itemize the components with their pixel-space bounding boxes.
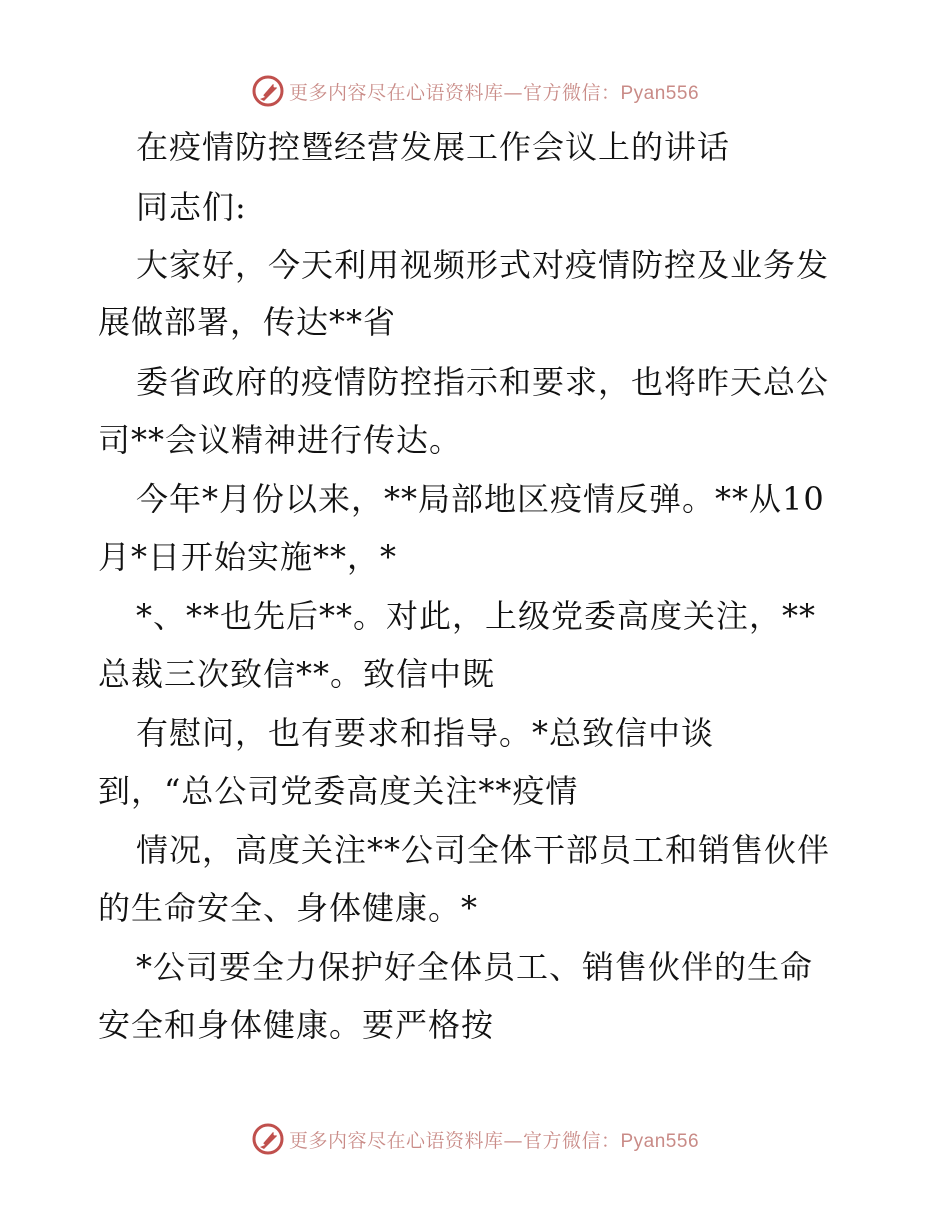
pen-nib-logo-icon: [251, 74, 285, 108]
paragraph-line: *公司要全力保护好全体员工、销售伙伴的生命: [136, 948, 814, 986]
header-watermark: [0, 71, 950, 111]
watermark-text: 更多内容尽在心语资料库—官方微信：: [288, 81, 621, 104]
watermark-wechat-id: Pyan556: [620, 82, 700, 104]
paragraph-line: 司**会议精神进行传达。: [98, 421, 463, 459]
paragraph-line: 同志们:: [136, 188, 247, 226]
paragraph-line: 到，“总公司党委高度关注**疫情: [98, 772, 579, 810]
paragraph-line: 安全和身体健康。要严格按: [98, 1006, 495, 1044]
paragraph-line: 大家好，今天利用视频形式对疫情防控及业务发: [136, 246, 830, 284]
document-title: 在疫情防控暨经营发展工作会议上的讲话: [136, 128, 731, 166]
paragraph-line: 有慰问，也有要求和指导。*总致信中谈: [136, 714, 715, 752]
paragraph-line: 今年*月份以来，**局部地区疫情反弹。**从10: [136, 480, 825, 518]
paragraph-line: *、**也先后**。对此，上级党委高度关注，**: [136, 597, 817, 635]
paragraph-line: 的生命安全、身体健康。*: [98, 889, 479, 927]
paragraph-line: 月*日开始实施**，*: [98, 538, 398, 576]
watermark-text: 更多内容尽在心语资料库—官方微信：: [288, 1129, 621, 1152]
pen-nib-logo-icon: [251, 1122, 285, 1156]
paragraph-line: 展做部署，传达**省: [98, 303, 397, 341]
footer-watermark: [0, 1119, 950, 1159]
watermark-wechat-id: Pyan556: [620, 1130, 700, 1152]
paragraph-line: 委省政府的疫情防控指示和要求，也将昨天总公: [136, 363, 830, 401]
paragraph-line: 情况，高度关注**公司全体干部员工和销售伙伴: [136, 831, 831, 869]
paragraph-line: 总裁三次致信**。致信中既: [98, 655, 496, 693]
